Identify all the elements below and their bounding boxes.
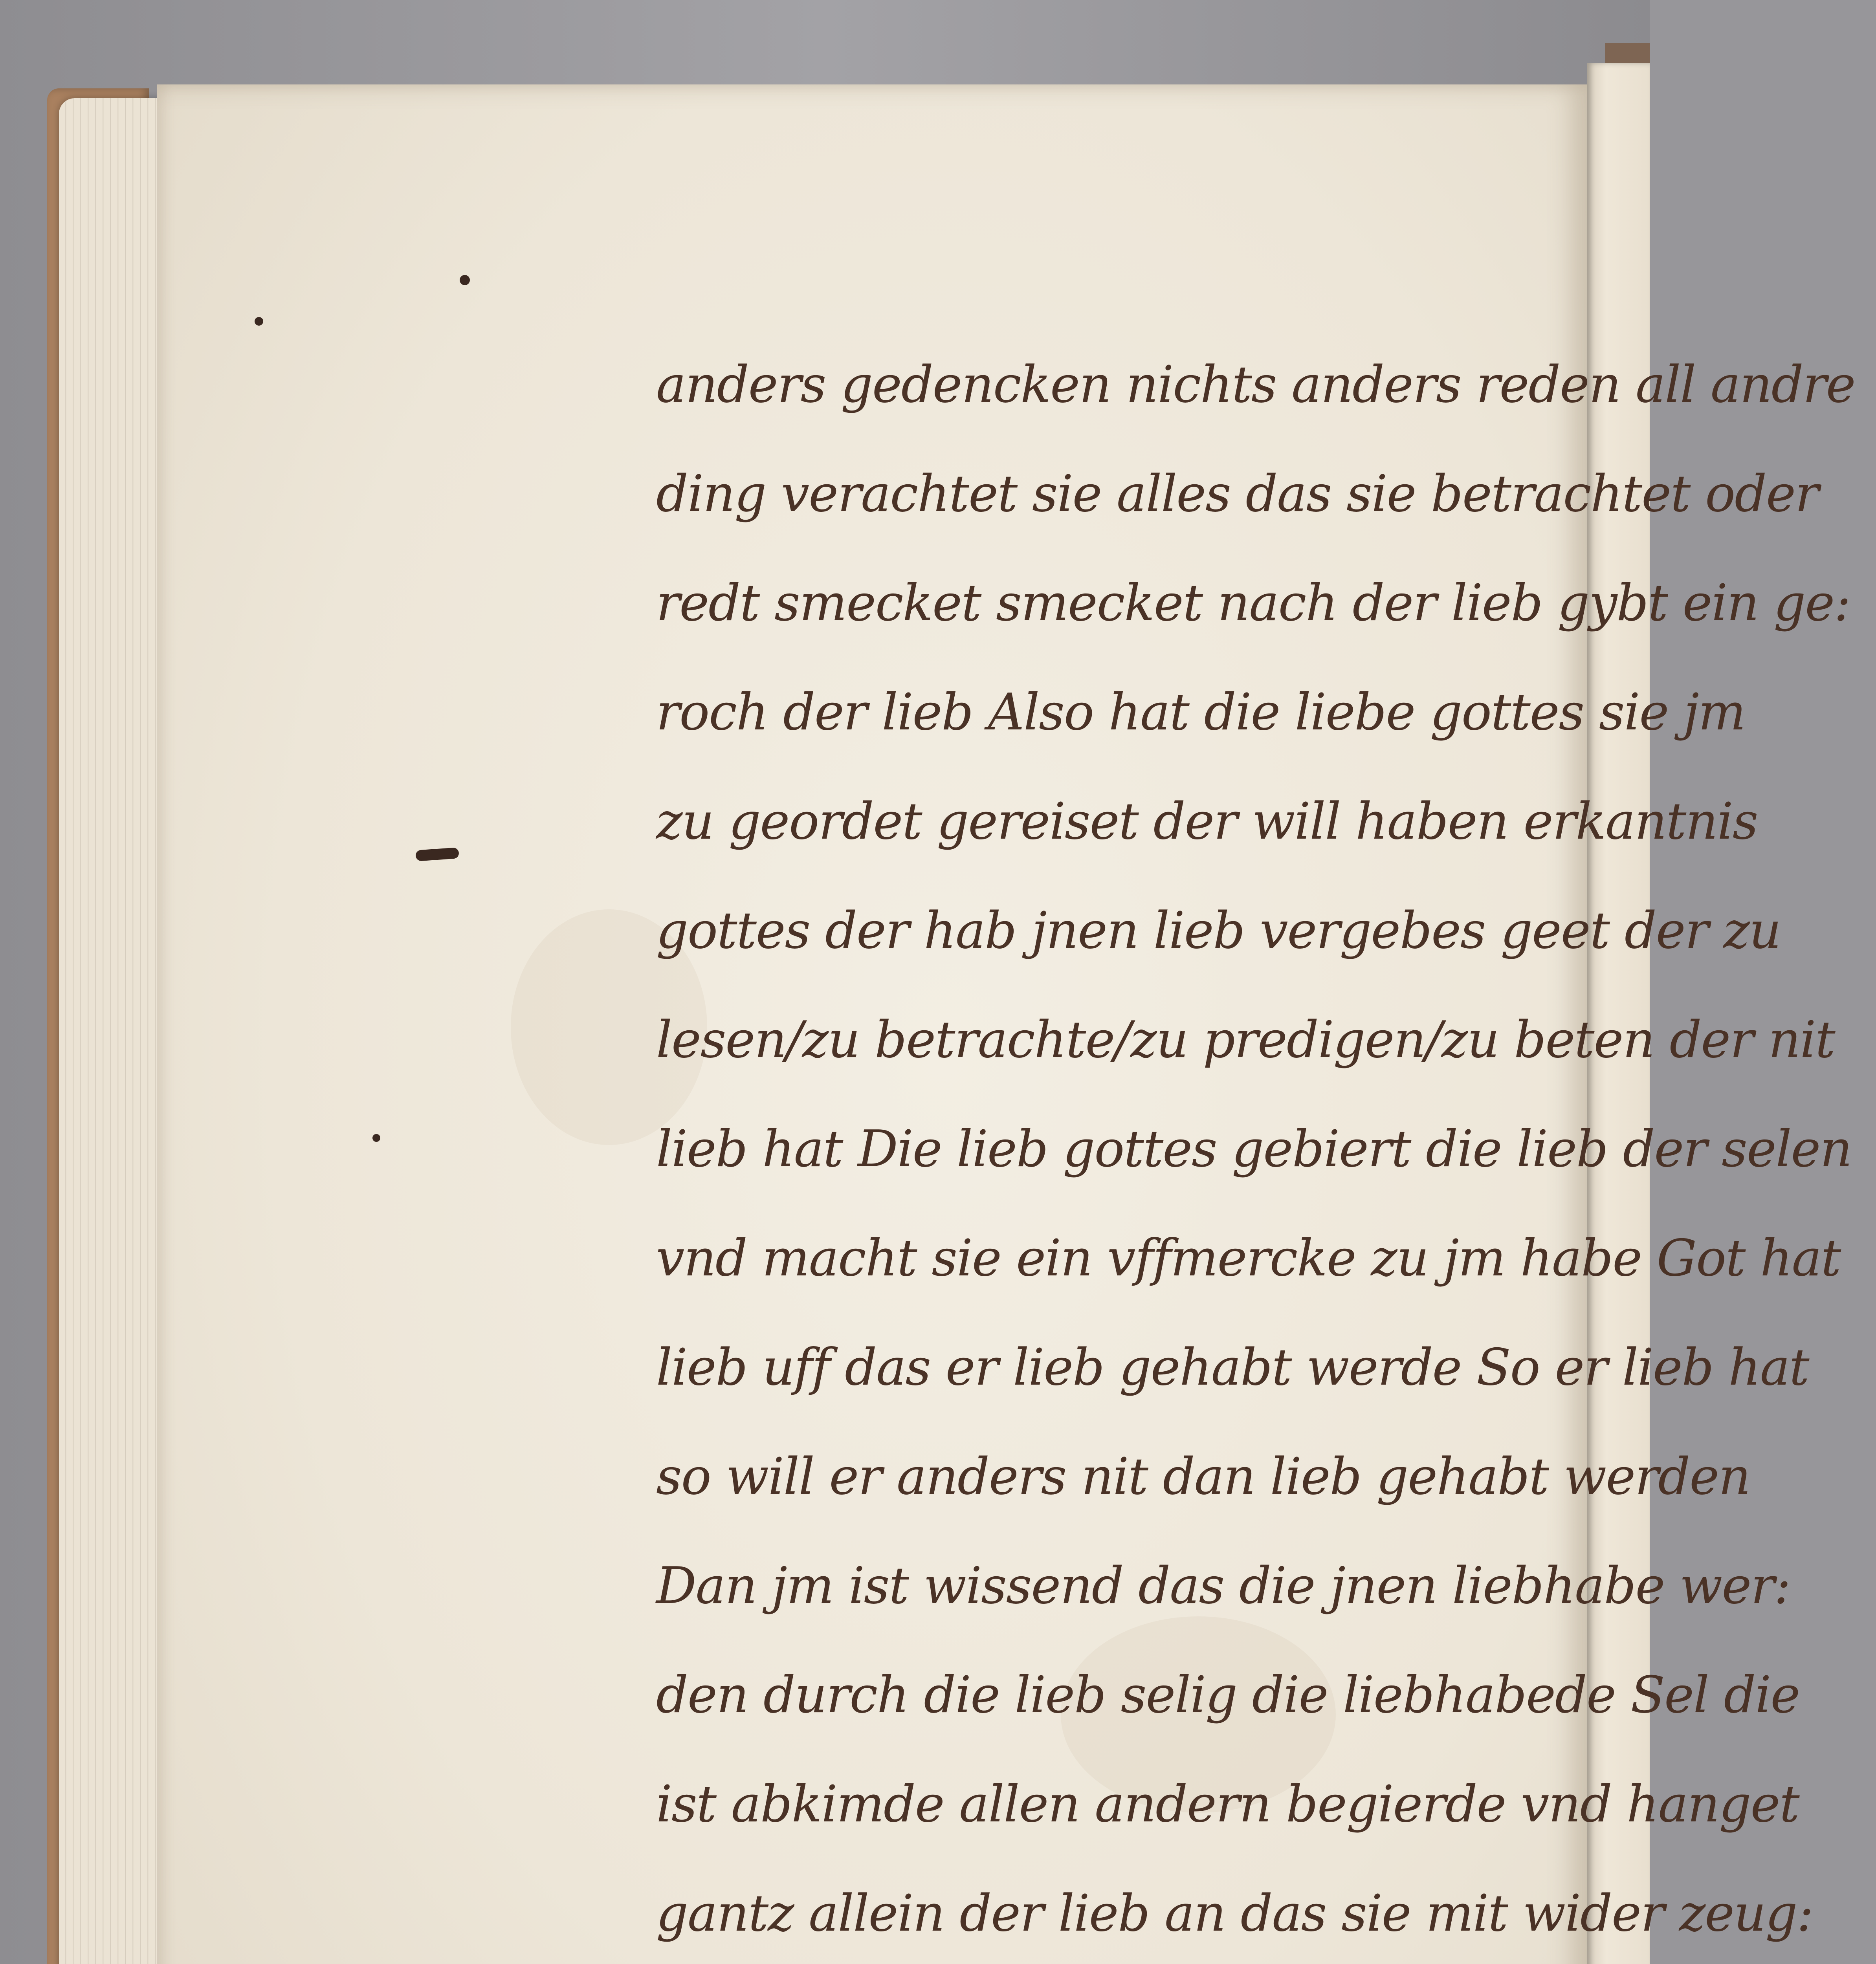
page-stack-edges [59, 98, 173, 1964]
manuscript-page [157, 84, 1855, 1964]
manuscript-line: roch der lieb Also hat die liebe gottes sie jm [656, 683, 1745, 742]
margin-dot [372, 1134, 380, 1142]
manuscript-line: so will er anders nit dan lieb gehabt werden [656, 1447, 1750, 1506]
manuscript-line: gottes der hab jnen lieb vergebes geet der zu [656, 901, 1781, 960]
manuscript-line: den durch die lieb selig die liebhabede Sel die [656, 1666, 1800, 1724]
margin-dot [460, 275, 470, 285]
manuscript-line: lesen/zu betrachte/zu predigen/zu beten der nit [656, 1011, 1835, 1069]
manuscript-line: lieb uff das er lieb gehabt werde So er lieb hat [656, 1338, 1809, 1397]
margin-dash [415, 847, 459, 861]
manuscript-line: ist abkimde allen andern begierde vnd hanget [656, 1775, 1799, 1834]
margin-dot [255, 317, 263, 326]
manuscript-line: ding verachtet sie alles das sie betrachtet oder [656, 465, 1818, 523]
manuscript-line: Dan jm ist wissend das die jnen liebhabe wer: [656, 1557, 1790, 1615]
manuscript-line: anders gedencken nichts anders reden all andre [656, 355, 1855, 414]
manuscript-text [656, 340, 1855, 1964]
manuscript-line: redt smecket smecket nach der lieb gybt ein ge: [656, 574, 1850, 632]
manuscript-line: gantz allein der lieb an das sie mit wider zeug: [656, 1884, 1813, 1943]
manuscript-line: zu geordet gereiset der will haben erkantnis [656, 792, 1758, 851]
manuscript-line: vnd macht sie ein vffmercke zu jm habe Got hat [656, 1229, 1841, 1288]
manuscript-line: lieb hat Die lieb gottes gebiert die lieb der selen [656, 1120, 1852, 1178]
